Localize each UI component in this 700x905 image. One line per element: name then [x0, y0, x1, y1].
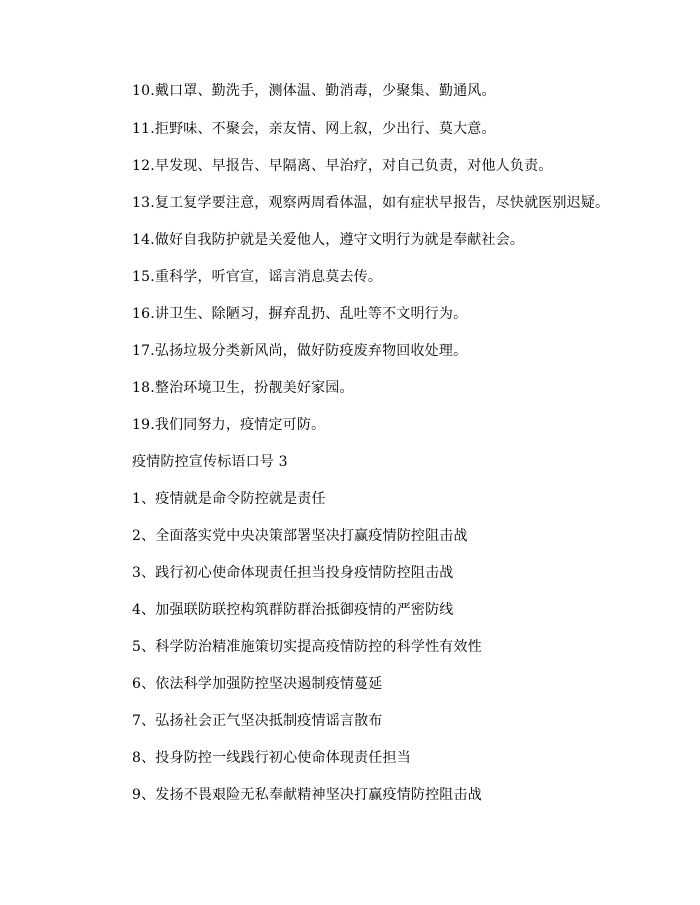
slogan-item-4: 4、加强联防联控构筑群防群治抵御疫情的严密防线: [132, 602, 454, 618]
slogan-item-2: 2、全面落实党中央决策部署坚决打赢疫情防控阻击战: [132, 528, 468, 544]
slogan-line-15: 15.重科学，听官宣，谣言消息莫去传。: [132, 269, 383, 285]
slogan-item-6: 6、依法科学加强防控坚决遏制疫情蔓延: [132, 676, 383, 692]
slogan-item-5: 5、科学防治精准施策切实提高疫情防控的科学性有效性: [132, 639, 482, 655]
slogan-line-14: 14.做好自我防护就是关爱他人，遵守文明行为就是奉献社会。: [132, 232, 525, 248]
slogan-item-8: 8、投身防控一线践行初心使命体现责任担当: [132, 750, 411, 766]
slogan-item-3: 3、践行初心使命体现责任担当投身疫情防控阻击战: [132, 565, 454, 581]
slogan-line-10: 10.戴口罩、勤洗手，测体温、勤消毒，少聚集、勤通风。: [132, 83, 496, 99]
slogan-line-16: 16.讲卫生、除陋习，摒弃乱扔、乱吐等不文明行为。: [132, 306, 468, 322]
slogan-line-17: 17.弘扬垃圾分类新风尚，做好防疫废弃物回收处理。: [132, 343, 468, 359]
slogan-line-19: 19.我们同努力，疫情定可防。: [132, 417, 326, 433]
slogan-line-18: 18.整治环境卫生，扮靓美好家园。: [132, 380, 354, 396]
slogan-item-7: 7、弘扬社会正气坚决抵制疫情谣言散布: [132, 713, 383, 729]
slogan-line-13: 13.复工复学要注意，观察两周看体温，如有症状早报告，尽快就医别迟疑。: [132, 195, 610, 211]
slogan-item-1: 1、疫情就是命令防控就是责任: [132, 491, 326, 507]
section-heading: 疫情防控宣传标语口号 3: [132, 454, 288, 470]
slogan-item-9: 9、发扬不畏艰险无私奉献精神坚决打赢疫情防控阻击战: [132, 787, 482, 803]
slogan-line-12: 12.早发现、早报告、早隔离、早治疗，对自己负责，对他人负责。: [132, 158, 553, 174]
slogan-line-11: 11.拒野味、不聚会，亲友情、网上叙，少出行、莫大意。: [132, 121, 496, 137]
